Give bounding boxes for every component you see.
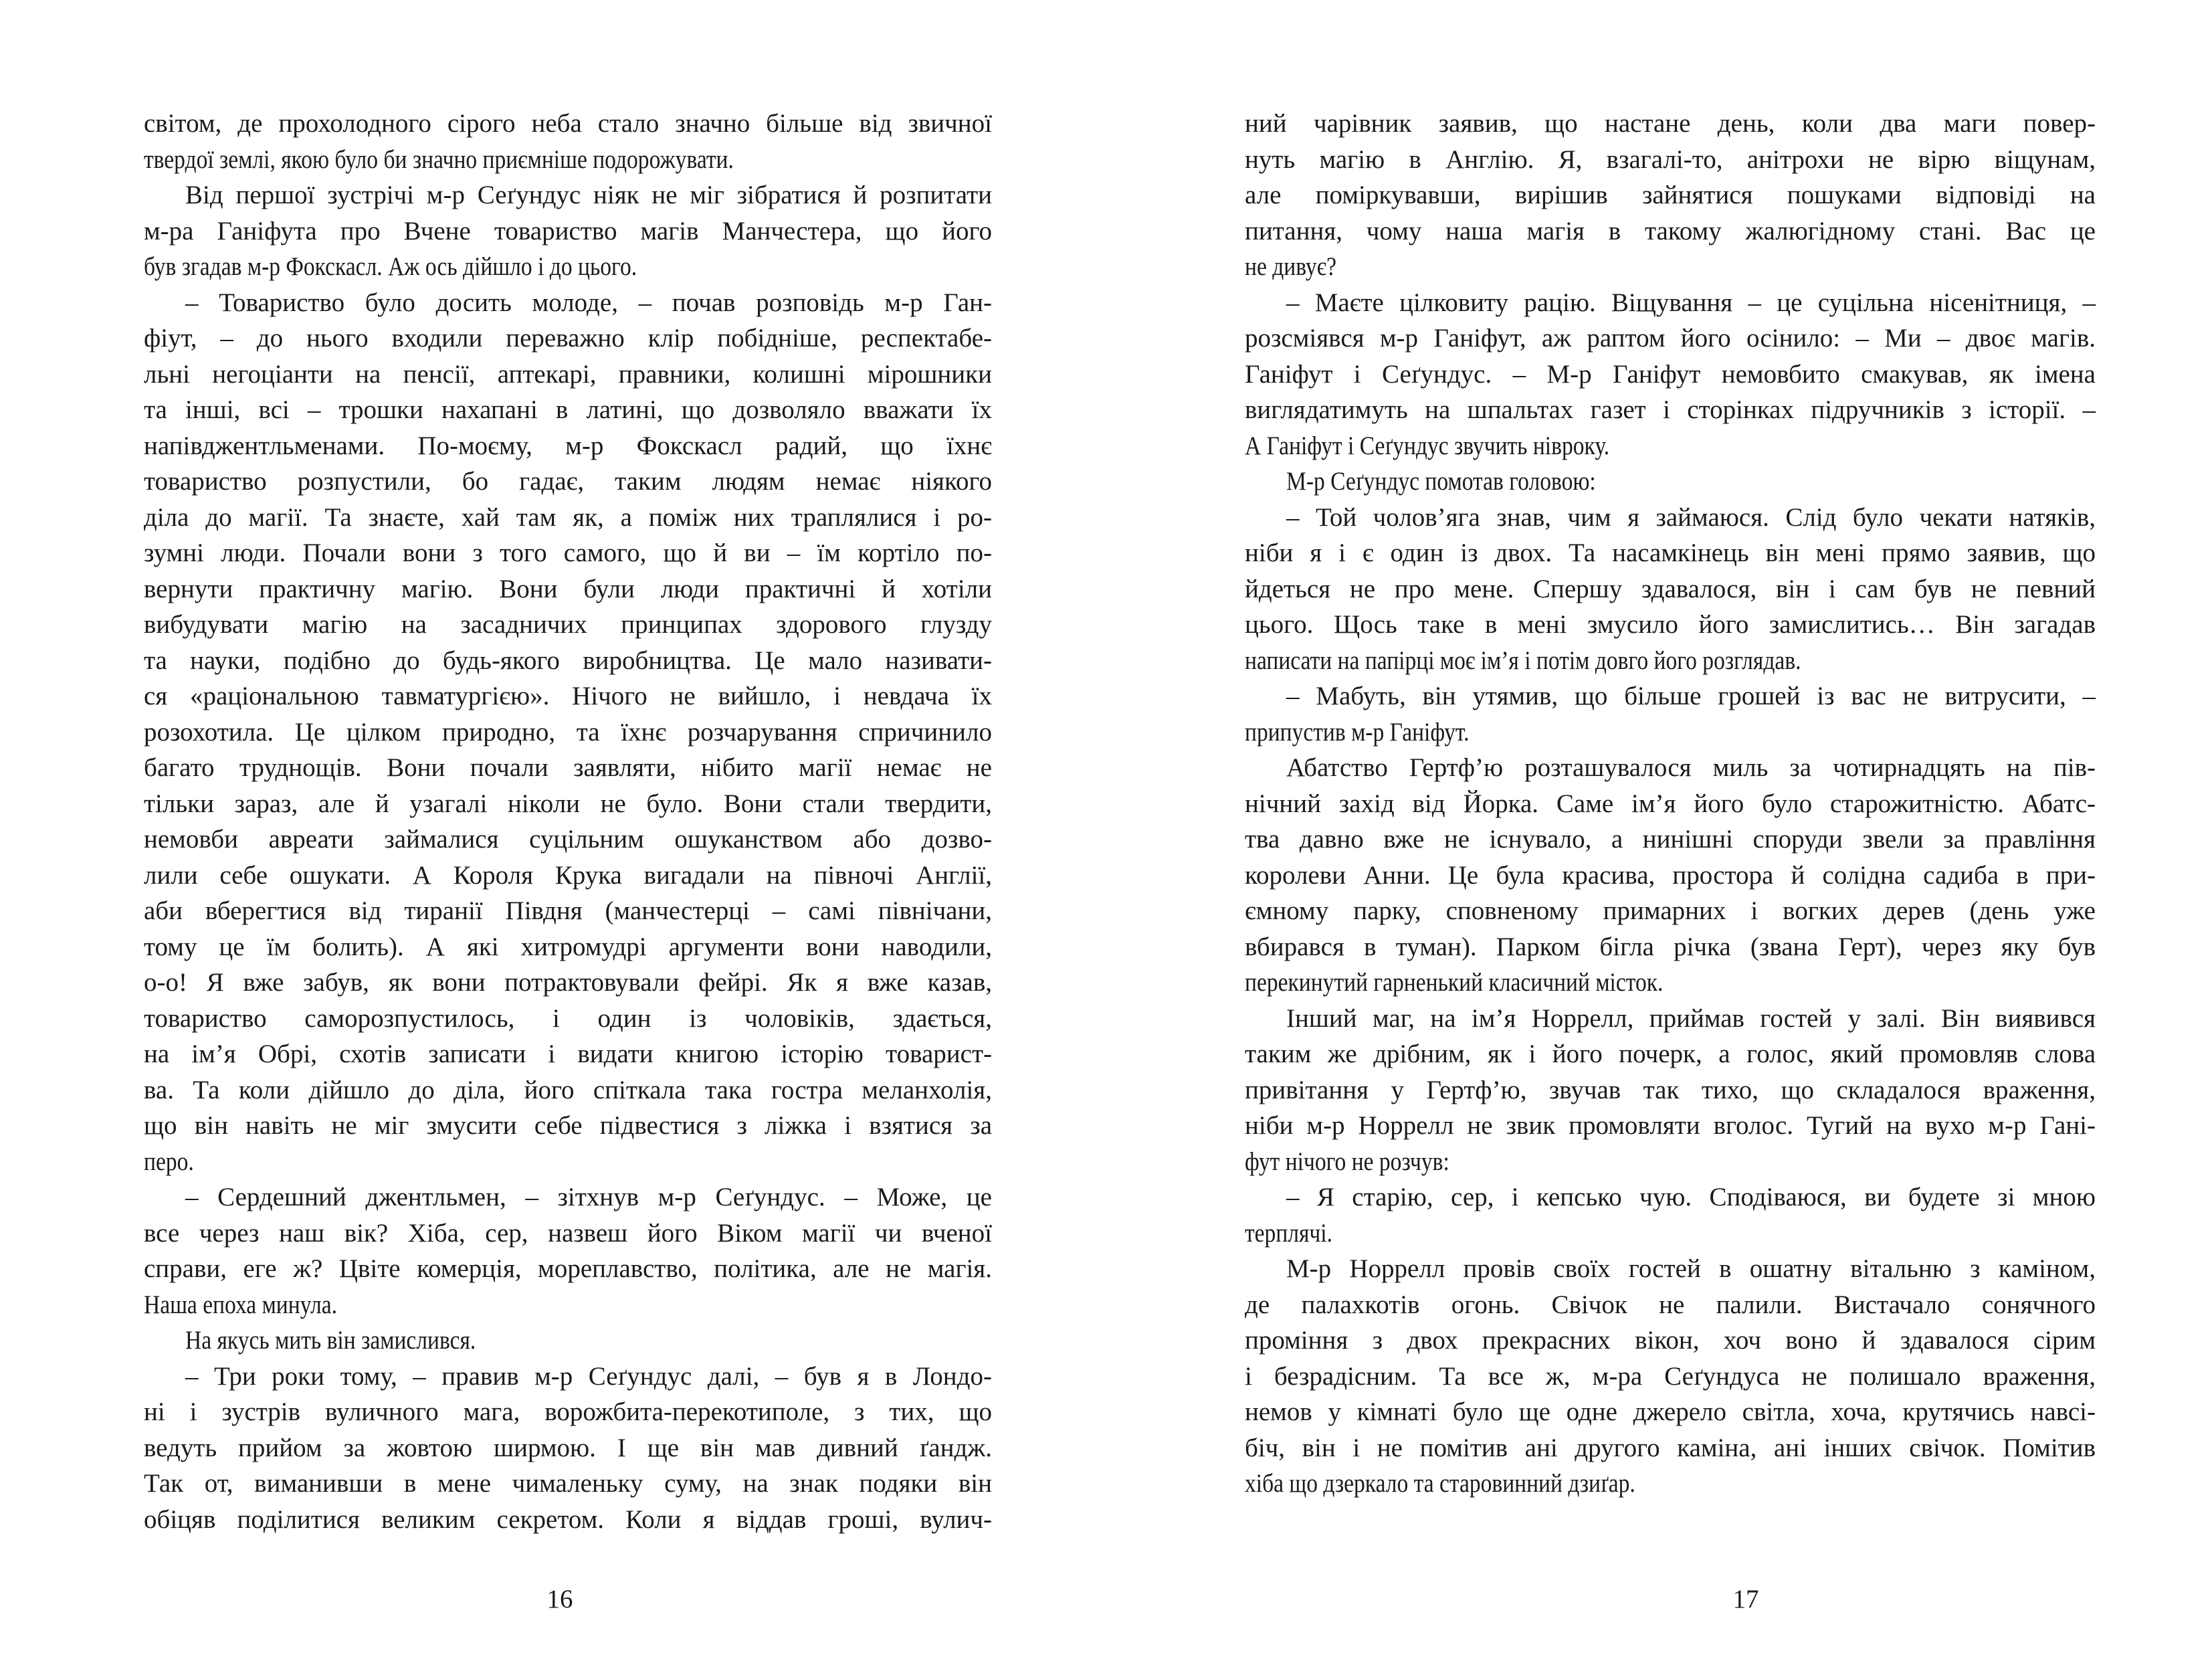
text-line bbox=[144, 607, 992, 643]
text-line bbox=[144, 106, 992, 142]
text-line bbox=[1245, 893, 2096, 929]
line-text: – Я старію, сер, і кепсько чую. Сподіваюся, ви будете зі мною bbox=[1286, 1183, 2096, 1211]
line-text: все через наш вік? Хіба, сер, назвеш його Віком магії чи вченої bbox=[144, 1218, 992, 1248]
line-text: товариство розпустили, бо гадає, таким людям немає ніякого bbox=[144, 467, 992, 496]
text-line bbox=[1245, 1036, 2096, 1072]
line-text: але поміркувавши, вирішив зайнятися пошуками відповіді на bbox=[1245, 181, 2096, 209]
line-text: ведуть прийом за жовтою ширмою. І ще він мав дивний ґандж. bbox=[144, 1433, 992, 1462]
line-text: – Товариство було досить молоде, – почав розповідь м-р Ган- bbox=[185, 288, 992, 317]
line-text: що він навіть не міг змусити себе підвестися з ліжка і взятися за bbox=[144, 1111, 992, 1140]
line-text: вибудувати магію на засадничих принципах здорового глузду bbox=[144, 610, 992, 639]
paragraph-end-line bbox=[1245, 714, 2096, 751]
text-line bbox=[144, 535, 992, 571]
text-line bbox=[144, 750, 992, 786]
line-text: Абатство Гертф’ю розташувалося миль за чотирнадцять на пів- bbox=[1286, 753, 2096, 782]
line-text: привітання у Гертф’ю, звучав так тихо, що складалося враження, bbox=[1245, 1075, 2096, 1104]
line-text: о-о! Я вже забув, як вони потрактовували фейрі. Як я вже казав, bbox=[144, 968, 992, 997]
text-line bbox=[1245, 1359, 2096, 1395]
line-text: розсміявся м-р Ганіфут, аж раптом його осінило: – Ми – двоє магів. bbox=[1245, 324, 2096, 353]
paragraph-end-line bbox=[1245, 1466, 2096, 1502]
line-text: багато труднощів. Вони почали заявляти, нібито магії немає не bbox=[144, 753, 992, 782]
line-text: немов у кімнаті було ще одне джерело світла, хоча, крутячись навсі- bbox=[1245, 1397, 2096, 1426]
paragraph-end-line bbox=[1245, 249, 2096, 285]
text-line bbox=[1245, 571, 2096, 607]
right-page-text bbox=[1245, 106, 2096, 1502]
text-line bbox=[144, 571, 992, 607]
line-text: Наша епоха минула. bbox=[144, 1290, 338, 1319]
text-line bbox=[1245, 357, 2096, 393]
line-text: ва. Та коли дійшло до діла, його спіткала така гостра меланхолія, bbox=[144, 1075, 992, 1104]
text-line bbox=[1245, 1323, 2096, 1359]
text-line bbox=[1245, 821, 2096, 858]
paragraph-end-line bbox=[144, 1323, 992, 1359]
text-line bbox=[144, 1179, 992, 1215]
left-page-text bbox=[144, 106, 992, 1537]
line-text: напівджентльменами. По-моєму, м-р Фокскасл радий, що їхнє bbox=[144, 431, 992, 460]
text-line bbox=[144, 213, 992, 250]
text-line bbox=[1245, 1251, 2096, 1287]
text-line bbox=[144, 500, 992, 536]
text-line bbox=[1245, 1287, 2096, 1323]
text-line bbox=[144, 678, 992, 714]
text-line bbox=[144, 1394, 992, 1430]
page-number-right: 17 bbox=[1732, 1585, 1759, 1614]
paragraph-end-line bbox=[1245, 643, 2096, 679]
text-line bbox=[144, 177, 992, 213]
line-text: М-р Норрелл провів своїх гостей в ошатну вітальню з каміном, bbox=[1286, 1254, 2096, 1283]
text-line bbox=[144, 714, 992, 751]
line-text: тому це їм болить). А які хитромудрі аргументи вони наводили, bbox=[144, 932, 992, 961]
paragraph-end-line bbox=[144, 249, 992, 285]
line-text: вернути практичну магію. Вони були люди практичні й хотіли bbox=[144, 574, 992, 603]
paragraph-end-line bbox=[144, 1287, 992, 1323]
line-text: не дивує? bbox=[1245, 252, 1336, 281]
text-line bbox=[144, 643, 992, 679]
line-text: таким же дрібним, як і його почерк, а голос, який промовляв слова bbox=[1245, 1040, 2096, 1068]
text-line bbox=[144, 285, 992, 321]
paragraph-end-line bbox=[1245, 428, 2096, 464]
text-line bbox=[1245, 177, 2096, 213]
line-text: ніби я і є один із двох. Та насамкінець він мені прямо заявив, що bbox=[1245, 539, 2096, 567]
line-text: М-р Сеґундус помотав головою: bbox=[1286, 467, 1596, 496]
paragraph-end-line bbox=[1245, 1144, 2096, 1180]
line-text: нуть магію в Англію. Я, взагалі-то, анітрохи не вірю віщунам, bbox=[1245, 144, 2096, 174]
text-line bbox=[1245, 678, 2096, 714]
text-line bbox=[1245, 1108, 2096, 1144]
line-text: проміння з двох прекрасних вікон, хоч воно й здавалося сірим bbox=[1245, 1326, 2096, 1355]
paragraph-end-line bbox=[1245, 965, 2096, 1001]
text-line bbox=[1245, 607, 2096, 643]
text-line bbox=[1245, 786, 2096, 822]
text-line bbox=[144, 1001, 992, 1037]
text-line bbox=[1245, 392, 2096, 428]
line-text: біч, він і не помітив ані другого каміна, ані інших свічок. Помітив bbox=[1245, 1433, 2096, 1462]
line-text: був згадав м-р Фокскасл. Аж ось дійшло і до цього. bbox=[144, 252, 637, 281]
line-text: та науки, подібно до будь-якого виробництва. Це мало називати- bbox=[144, 646, 992, 675]
line-text: фут нічого не розчув: bbox=[1245, 1147, 1449, 1176]
line-text: тільки зараз, але й узагалі ніколи не було. Вони стали твердити, bbox=[144, 789, 992, 818]
text-line bbox=[144, 1502, 992, 1538]
text-line bbox=[144, 786, 992, 822]
paragraph-end-line bbox=[1245, 1215, 2096, 1252]
text-line bbox=[144, 357, 992, 393]
text-line bbox=[144, 1251, 992, 1287]
line-text: йдеться не про мене. Спершу здавалося, він і сам був не певний bbox=[1245, 574, 2096, 603]
text-line bbox=[144, 1072, 992, 1108]
text-line bbox=[144, 464, 992, 500]
text-line bbox=[144, 1215, 992, 1252]
line-text: льні негоціанти на пенсії, аптекарі, правники, колишні мірошники bbox=[144, 359, 992, 389]
text-line bbox=[144, 821, 992, 858]
line-text: тва давно вже не існувало, а нинішні споруди звели за правління bbox=[1245, 825, 2096, 854]
text-line bbox=[1245, 1394, 2096, 1430]
text-line bbox=[1245, 142, 2096, 178]
line-text: припустив м-р Ганіфут. bbox=[1245, 717, 1470, 747]
line-text: діла до магії. Та знаєте, хай там як, а поміж них траплялися і ро- bbox=[144, 502, 992, 532]
text-line bbox=[144, 858, 992, 894]
text-line bbox=[1245, 929, 2096, 965]
line-text: немовби авреати займалися суцільним ошуканством або дозво- bbox=[144, 825, 992, 854]
line-text: розохотила. Це цілком природно, та їхнє розчарування спричинило bbox=[144, 717, 992, 747]
text-line bbox=[1245, 106, 2096, 142]
text-line bbox=[144, 392, 992, 428]
line-text: і безрадісним. Та все ж, м-ра Сеґундуса не полишало враження, bbox=[1245, 1361, 2096, 1391]
text-line bbox=[144, 1466, 992, 1502]
line-text: – Маєте цілковиту рацію. Віщування – це суцільна нісенітниця, – bbox=[1286, 288, 2096, 317]
line-text: – Сердешний джентльмен, – зітхнув м-р Сеґундус. – Може, це bbox=[185, 1183, 992, 1211]
line-text: королеви Анни. Це була красива, простора й солідна садиба в при- bbox=[1245, 860, 2096, 890]
paragraph-end-line bbox=[144, 1144, 992, 1180]
text-line bbox=[144, 965, 992, 1001]
text-line bbox=[1245, 1179, 2096, 1215]
line-text: Ганіфут і Сеґундус. – М-р Ганіфут немовбито смакував, як імена bbox=[1245, 359, 2096, 389]
line-text: – Три роки тому, – правив м-р Сеґундус далі, – був я в Лондо- bbox=[185, 1361, 992, 1391]
text-line bbox=[144, 1430, 992, 1466]
line-text: Так от, виманивши в мене чималеньку суму, на знак подяки він bbox=[144, 1469, 992, 1498]
line-text: та інші, всі – трошки нахапані в латині, що дозволяло вважати їх bbox=[144, 395, 992, 424]
line-text: Інший маг, на ім’я Норрелл, приймав гостей у залі. Він виявився bbox=[1286, 1003, 2096, 1033]
line-text: нічний захід від Йорка. Саме ім’я його було старожитністю. Абатс- bbox=[1245, 789, 2096, 818]
line-text: терплячі. bbox=[1245, 1218, 1333, 1248]
line-text: зумні люди. Почали вони з того самого, що й ви – їм кортіло по- bbox=[144, 539, 992, 567]
text-line bbox=[1245, 320, 2096, 357]
page-number-left: 16 bbox=[546, 1585, 573, 1614]
text-line bbox=[144, 929, 992, 965]
text-line bbox=[1245, 1430, 2096, 1466]
paragraph-end-line bbox=[144, 142, 992, 178]
line-text: Від першої зустрічі м-р Сеґундус ніяк не міг зібратися й розпитати bbox=[185, 181, 992, 209]
text-line bbox=[1245, 1001, 2096, 1037]
line-text: питання, чому наша магія в такому жалюгідному стані. Вас це bbox=[1245, 216, 2096, 246]
line-text: перекинутий гарненький класичний місток. bbox=[1245, 968, 1664, 997]
line-text: перо. bbox=[144, 1147, 194, 1176]
paragraph-end-line bbox=[1245, 464, 2096, 500]
text-line bbox=[1245, 213, 2096, 250]
text-line bbox=[144, 1036, 992, 1072]
text-line bbox=[1245, 285, 2096, 321]
line-text: ся «раціональною тавматургією». Нічого не вийшло, і невдача їх bbox=[144, 682, 992, 710]
line-text: ний чарівник заявив, що настане день, коли два маги повер- bbox=[1245, 109, 2096, 138]
text-line bbox=[1245, 535, 2096, 571]
line-text: м-ра Ганіфута про Вчене товариство магів Манчестера, що його bbox=[144, 216, 992, 246]
text-line bbox=[144, 1108, 992, 1144]
text-line bbox=[144, 320, 992, 357]
text-line bbox=[1245, 750, 2096, 786]
right-page bbox=[1106, 0, 2212, 1659]
line-text: світом, де прохолодного сірого неба стало значно більше від звичної bbox=[144, 109, 992, 138]
line-text: на ім’я Обрі, схотів записати і видати книгою історію товарист- bbox=[144, 1040, 992, 1068]
line-text: де палахкотів огонь. Свічок не палили. Вистачало сонячного bbox=[1245, 1290, 2096, 1319]
line-text: А Ганіфут і Сеґундус звучить нівроку. bbox=[1245, 431, 1610, 460]
text-line bbox=[1245, 500, 2096, 536]
line-text: вбирався в туман). Парком бігла річка (звана Герт), через яку був bbox=[1245, 932, 2096, 961]
line-text: виглядатимуть на шпальтах газет і сторінках підручників з історії. – bbox=[1245, 395, 2096, 424]
line-text: аби вберегтися від тиранії Півдня (манчестерці – самі північани, bbox=[144, 896, 992, 925]
line-text: цього. Щось таке в мені змусило його замислитись… Він загадав bbox=[1245, 610, 2096, 639]
line-text: ніби м-р Норрелл не звик промовляти вголос. Тугий на вухо м-р Гані- bbox=[1245, 1111, 2096, 1140]
text-line bbox=[144, 428, 992, 464]
text-line bbox=[144, 893, 992, 929]
text-line bbox=[1245, 1072, 2096, 1108]
line-text: хіба що дзеркало та старовинний дзиґар. bbox=[1245, 1469, 1635, 1498]
line-text: фіут, – до нього входили переважно клір побідніше, респектабе- bbox=[144, 324, 992, 353]
text-line bbox=[144, 1359, 992, 1395]
line-text: твердої землі, якою було би значно приємніше подорожувати. bbox=[144, 144, 734, 174]
line-text: – Мабуть, він утямив, що більше грошей із вас не витрусити, – bbox=[1286, 682, 2096, 710]
line-text: товариство саморозпустилось, і один із чоловіків, здається, bbox=[144, 1003, 992, 1033]
line-text: На якусь мить він замислився. bbox=[185, 1326, 476, 1355]
line-text: справи, еге ж? Цвіте комерція, мореплавство, політика, але не магія. bbox=[144, 1254, 992, 1283]
line-text: обіцяв поділитися великим секретом. Коли я віддав гроші, вулич- bbox=[144, 1504, 992, 1534]
line-text: – Той чолов’яга знав, чим я займаюся. Слід було чекати натяків, bbox=[1286, 502, 2096, 532]
line-text: лили себе ошукати. А Короля Крука вигадали на півночі Англії, bbox=[144, 860, 992, 890]
line-text: ні і зустрів вуличного мага, ворожбита-перекотиполе, з тих, що bbox=[144, 1397, 992, 1426]
line-text: ємному парку, сповненому примарних і вогких дерев (день уже bbox=[1245, 896, 2096, 925]
line-text: написати на папірці моє ім’я і потім довго його розглядав. bbox=[1245, 646, 1801, 675]
text-line bbox=[1245, 858, 2096, 894]
